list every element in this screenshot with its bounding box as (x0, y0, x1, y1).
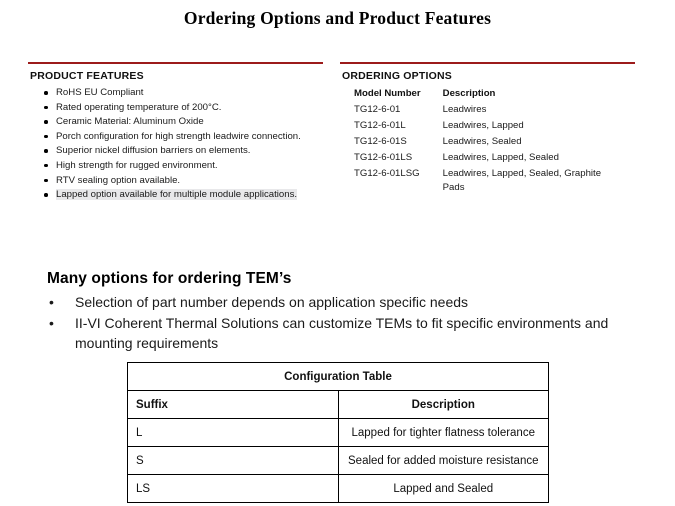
configuration-table (127, 362, 549, 503)
list-item (44, 130, 323, 144)
list-item (44, 188, 323, 202)
bullet-marker: • (49, 294, 54, 310)
column-header-suffix: Suffix (128, 391, 339, 419)
cell-suffix: LS (128, 475, 339, 503)
table-caption-row (128, 363, 549, 391)
cell-model-number: TG12-6-01 (354, 104, 401, 115)
list-item (44, 144, 323, 158)
cell-model-number: TG12-6-01L (354, 120, 406, 131)
feature-text: Ceramic Material: Aluminum Oxide (56, 116, 204, 128)
feature-text: Porch configuration for high strength leadwire connection. (56, 130, 301, 142)
feature-text: Rated operating temperature of 200°C. (56, 101, 222, 113)
feature-text: RTV sealing option available. (56, 174, 181, 186)
configuration-table-caption: Configuration Table (128, 363, 549, 391)
column-header-model-number: Model Number (354, 88, 421, 99)
ordering-heading: ORDERING OPTIONS (342, 70, 452, 82)
table-row (128, 419, 549, 447)
cell-description: Leadwires, Lapped (442, 120, 524, 131)
cell-description: Leadwires, Sealed (442, 136, 522, 147)
table-row (128, 447, 549, 475)
table-row (354, 103, 603, 119)
list-item (44, 159, 323, 173)
table-row (354, 119, 603, 135)
list-item (44, 174, 323, 188)
page-title: Ordering Options and Product Features (183, 8, 492, 28)
cell-model-number: TG12-6-01LS (354, 152, 413, 163)
cell-description: Leadwires, Lapped, Sealed, Graphite Pads (442, 168, 602, 193)
section-heading: Many options for ordering TEM’s (47, 270, 292, 287)
list-item (44, 86, 323, 100)
table-row (128, 475, 549, 503)
feature-text: Lapped option available for multiple module applications. (56, 189, 298, 201)
feature-text: RoHS EU Compliant (56, 87, 144, 98)
table-header-row (128, 391, 549, 419)
cell-description: Lapped and Sealed (338, 475, 549, 503)
features-heading: PRODUCT FEATURES (30, 70, 144, 82)
configuration-table-wrapper (127, 362, 549, 503)
table-row (354, 135, 603, 151)
bullet-marker: • (49, 315, 54, 331)
features-list (28, 86, 323, 202)
list-item (47, 292, 617, 312)
column-header-description: Description (338, 391, 549, 419)
table-header-row (354, 88, 603, 103)
bullet-text: II-VI Coherent Thermal Solutions can customize TEMs to fit specific environments and mounting requirements (75, 315, 609, 351)
ordering-table (354, 88, 603, 197)
table-row (354, 167, 603, 197)
cell-description: Lapped for tighter flatness tolerance (338, 419, 549, 447)
product-features-panel (28, 62, 323, 203)
cell-description: Sealed for added moisture resistance (338, 447, 549, 475)
cell-model-number: TG12-6-01S (354, 136, 407, 147)
list-item (44, 115, 323, 129)
cell-suffix: S (128, 447, 339, 475)
cell-suffix: L (128, 419, 339, 447)
list-item (44, 101, 323, 115)
cell-description: Leadwires, Lapped, Sealed (442, 152, 559, 163)
table-row (354, 151, 603, 167)
cell-description: Leadwires (442, 104, 487, 115)
bullet-text: Selection of part number depends on application specific needs (75, 294, 469, 310)
feature-text: High strength for rugged environment. (56, 159, 218, 171)
ordering-options-panel (340, 62, 635, 197)
column-header-description: Description (442, 88, 496, 99)
feature-text: Superior nickel diffusion barriers on elements. (56, 145, 251, 157)
middle-bullet-list (47, 292, 617, 354)
cell-model-number: TG12-6-01LSG (354, 168, 420, 179)
list-item (47, 313, 617, 353)
